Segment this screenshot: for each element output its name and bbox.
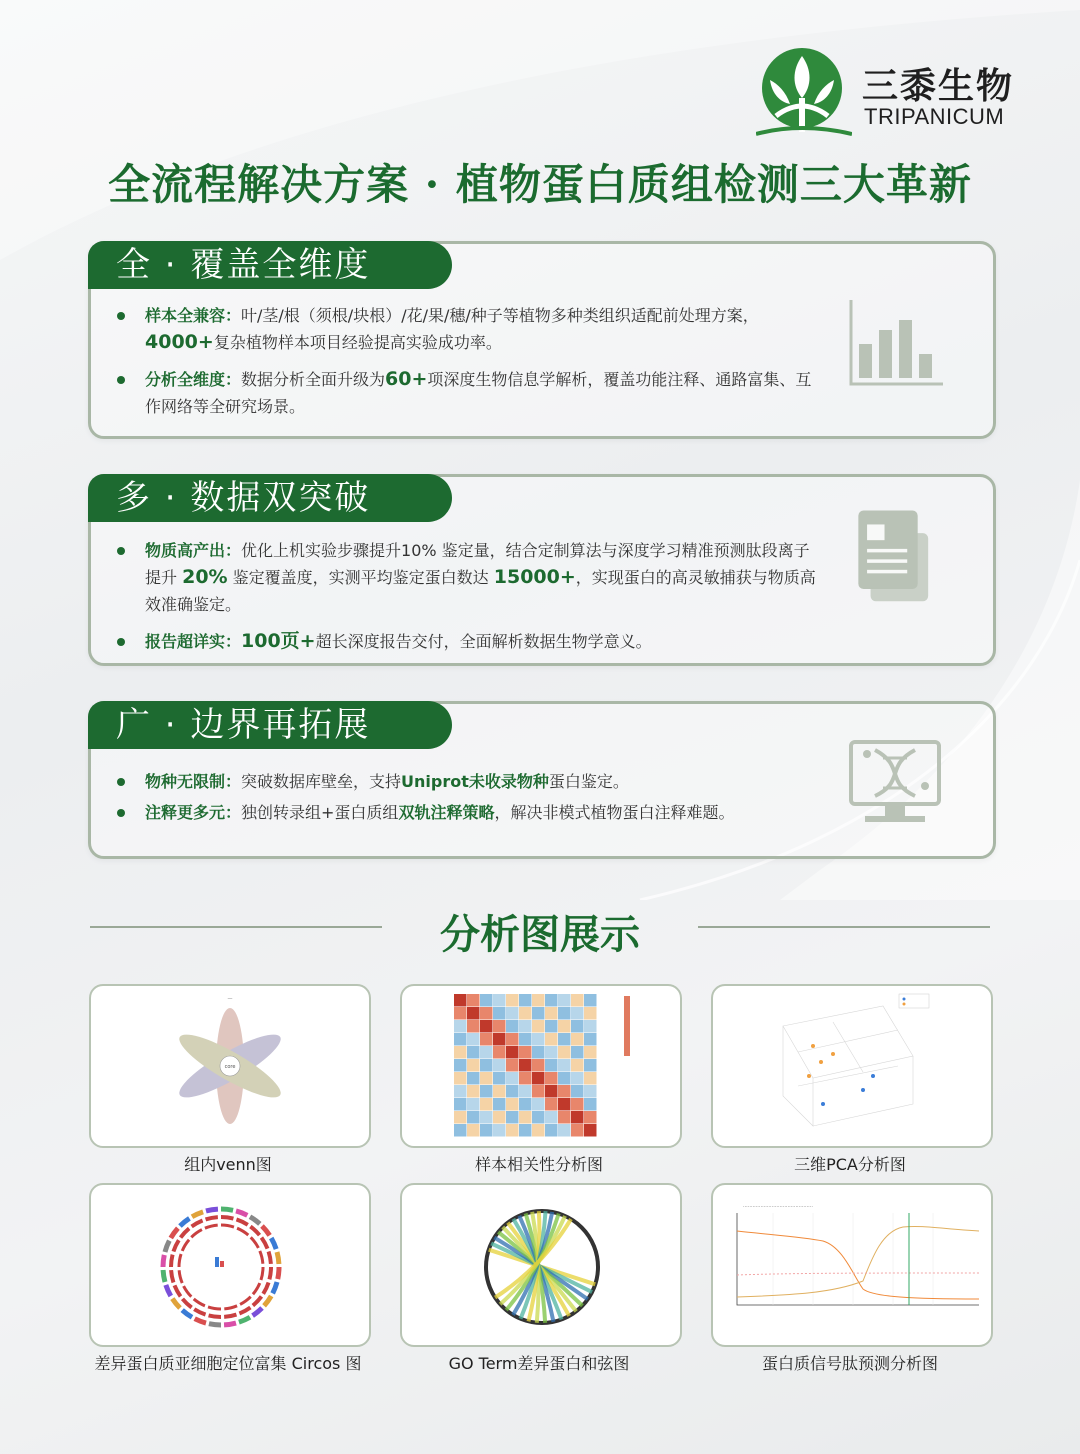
highlight-text: 100页+ — [241, 630, 316, 652]
body-text: 项深度生物信息学解析，覆盖功能注释、通路富集、互作网络等全研究场景。 — [145, 370, 812, 416]
dna-monitor-icon — [845, 736, 945, 832]
section-data — [88, 474, 996, 666]
bullet-item — [117, 537, 823, 618]
signal-peptide-thumbnail — [711, 1183, 993, 1347]
venn-flower-thumbnail — [89, 984, 371, 1148]
brand-logo — [756, 46, 1016, 138]
body-text: 数据分析全面升级为 — [241, 370, 386, 389]
highlight-text: 物质高产出： — [145, 541, 242, 560]
card-caption: 三维PCA分析图 — [794, 1155, 906, 1174]
section-tab-title: 全 · 覆盖全维度 — [88, 241, 452, 289]
highlight-text: 双轨注释策略 — [398, 803, 495, 822]
bullet-dot — [117, 547, 125, 555]
body-text: 复杂植物样本项目经验提高实验成功率。 — [213, 333, 502, 352]
bullet-text — [145, 370, 811, 416]
correlation-heatmap-thumbnail — [400, 984, 682, 1148]
highlight-text: 4000+ — [145, 331, 214, 353]
body-text: 突破数据库壁垒，支持 — [241, 772, 402, 791]
bullet-item — [117, 768, 823, 795]
circos-thumbnail — [89, 1183, 371, 1347]
body-text: 优化上机实验步骤提升10% 鉴定量，结合定制算法与深度学习精准预测肽段离子提升 — [145, 541, 810, 587]
highlight-text: 分析全维度： — [145, 370, 242, 389]
svg-text:..............................: ............................................ — [743, 1203, 813, 1209]
card-caption: 蛋白质信号肽预测分析图 — [761, 1354, 938, 1373]
bar-chart-icon — [845, 296, 945, 392]
bullet-dot — [117, 376, 125, 384]
body-text: 鉴定覆盖度，实测平均鉴定蛋白数达 — [227, 568, 494, 587]
page-title: 全流程解决方案 · 植物蛋白质组检测三大革新 — [108, 160, 972, 209]
bullet-text — [145, 306, 759, 352]
svg-text:core: core — [224, 1064, 236, 1070]
bullet-dot — [117, 778, 125, 786]
bullet-text — [145, 772, 629, 791]
svg-text:—: — — [227, 996, 233, 1002]
bullet-text — [145, 541, 816, 614]
analysis-heading: 分析图展示 — [440, 911, 640, 958]
body-text: 超长深度报告交付，全面解析数据生物学意义。 — [315, 632, 652, 651]
chord-diagram-thumbnail — [400, 1183, 682, 1347]
bullet-item — [117, 799, 823, 826]
bullet-dot — [117, 312, 125, 320]
pca-3d-thumbnail — [711, 984, 993, 1148]
section-boundary — [88, 701, 996, 859]
card-caption: 样本相关性分析图 — [474, 1155, 603, 1174]
card-caption: GO Term差异蛋白和弦图 — [448, 1354, 630, 1373]
body-text: ，解决非模式植物蛋白注释难题。 — [494, 803, 735, 822]
card-caption: 组内venn图 — [184, 1155, 272, 1174]
brand-name-cn: 三黍生物 — [862, 66, 1015, 107]
bullet-list — [117, 302, 823, 430]
bullet-list — [117, 768, 823, 836]
highlight-text: 报告超详实： — [145, 632, 242, 651]
card-caption: 差异蛋白质亚细胞定位富集 Circos 图 — [94, 1354, 362, 1373]
body-text: 蛋白鉴定。 — [548, 772, 629, 791]
body-text: 独创转录组+蛋白质组 — [241, 803, 399, 822]
bullet-text — [145, 632, 652, 651]
highlight-text: 注释更多元： — [145, 803, 242, 822]
section-tab-title: 多 · 数据双突破 — [88, 474, 452, 522]
bullet-text — [145, 803, 734, 822]
bullet-dot — [117, 638, 125, 646]
highlight-text: 15000+ — [493, 566, 576, 588]
highlight-text: 60+ — [385, 368, 428, 390]
highlight-text: 样本全兼容： — [145, 306, 242, 325]
bullet-item — [117, 366, 823, 420]
leaf-logo-icon — [756, 46, 852, 138]
body-text: ，实现蛋白的高灵敏捕获与物质高效准确鉴定。 — [145, 568, 816, 614]
section-coverage — [88, 241, 996, 439]
highlight-text: 20% — [182, 566, 228, 588]
bullet-item — [117, 628, 823, 655]
bullet-list — [117, 537, 823, 665]
document-icon — [845, 507, 945, 603]
bullet-dot — [117, 809, 125, 817]
bullet-item — [117, 302, 823, 356]
highlight-text: Uniprot未收录物种 — [401, 772, 549, 791]
body-text: 叶/茎/根（须根/块根）/花/果/穗/种子等植物多种类组织适配前处理方案， — [241, 306, 759, 325]
section-tab-title: 广 · 边界再拓展 — [88, 701, 452, 749]
highlight-text: 物种无限制： — [145, 772, 242, 791]
brand-name-en: TRIPANICUM — [864, 104, 1005, 129]
